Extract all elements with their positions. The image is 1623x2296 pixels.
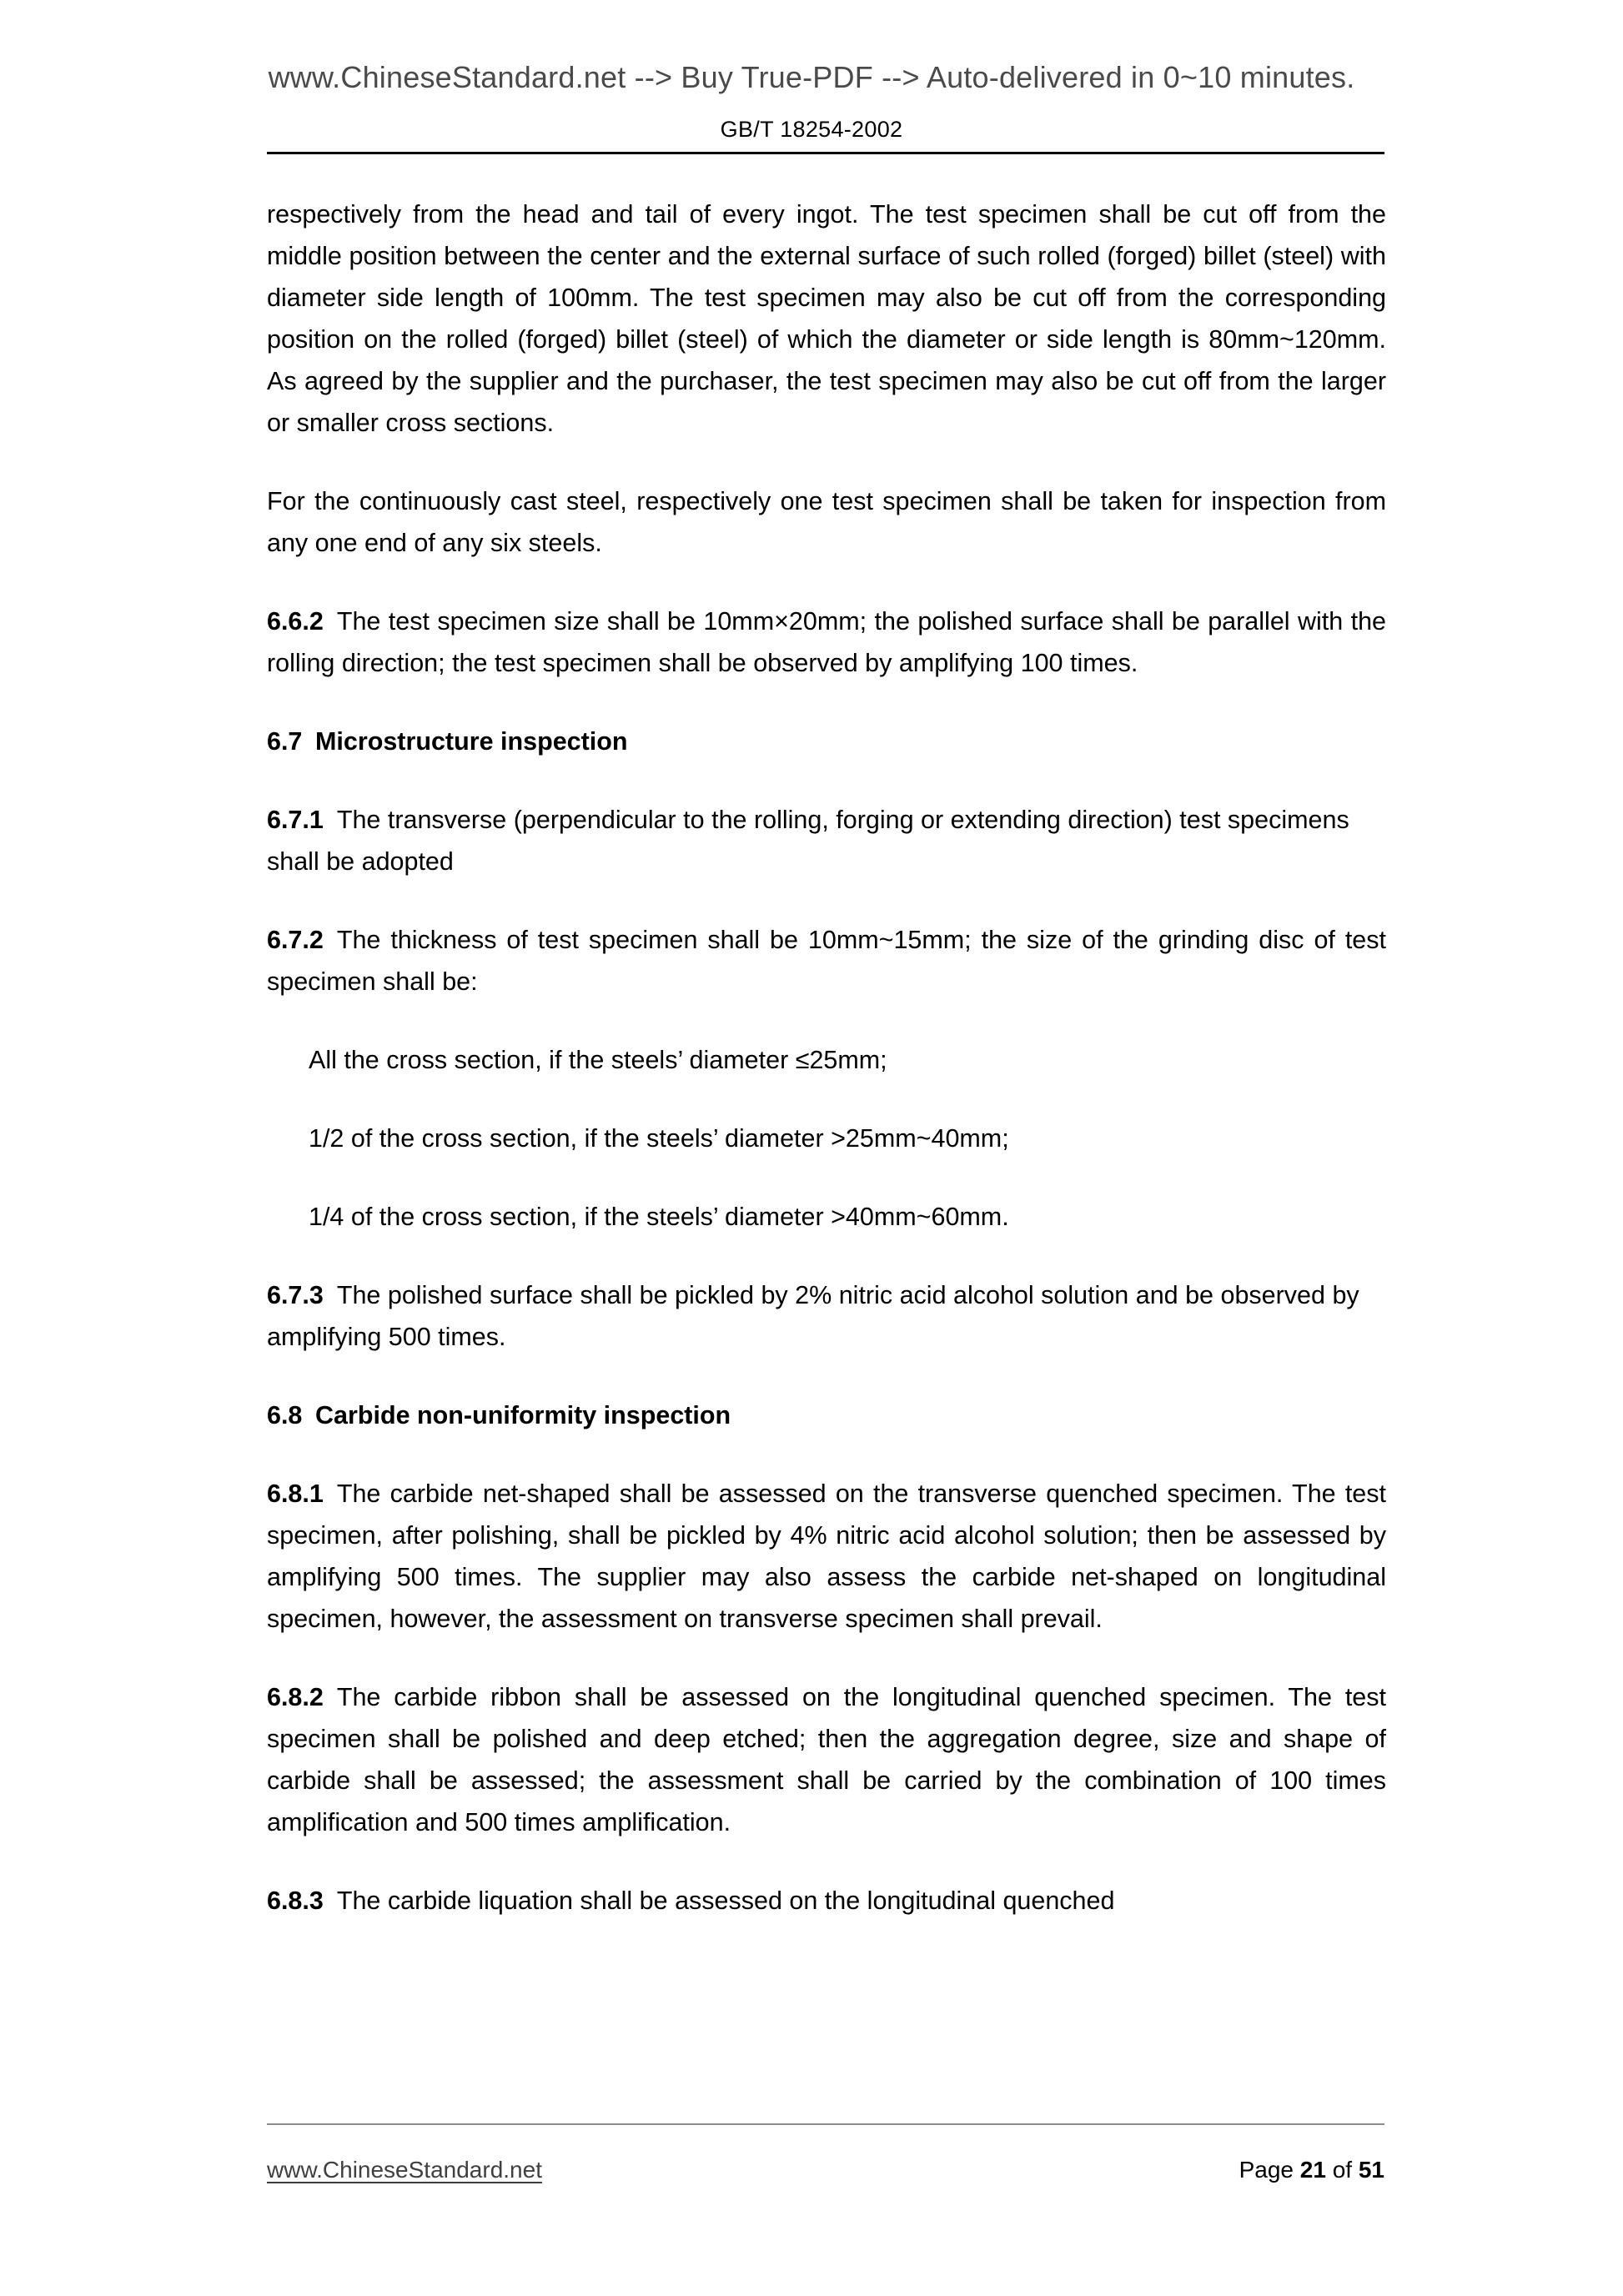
clause-number-6-6-2: 6.6.2	[267, 607, 324, 636]
clause-6-8-2	[267, 1676, 1386, 1843]
clause-6-7-1	[267, 799, 1386, 882]
clause-text-6-8-2: The carbide ribbon shall be assessed on the longitudinal quenched specimen. The test specimen shall be polished and deep etched; then the aggregation degree, size and shape of carbide shall be assessed; the assessment shall be carried by the combination of 100 times amplification and 500 times amplification.	[267, 1683, 1386, 1836]
heading-title-6-7: Microstructure inspection	[315, 727, 628, 756]
clause-number-6-7-2: 6.7.2	[267, 926, 324, 954]
footer-site-link[interactable]: www.ChineseStandard.net	[267, 2157, 542, 2183]
clause-6-8-3	[267, 1880, 1386, 1922]
heading-6-7	[267, 721, 1386, 762]
clause-text-6-8-1: The carbide net-shaped shall be assessed on the transverse quenched specimen. The test specimen, after polishing, shall be pickled by 4% nitric acid alcohol solution; then be assessed by amplifying 500 times. The supplier may also assess the carbide net-shaped on longitudinal specimen, however, the assessment on transverse specimen shall prevail.	[267, 1480, 1386, 1633]
header-watermark: www.ChineseStandard.net --> Buy True-PDF --> Auto-delivered in 0~10 minutes.	[268, 60, 1355, 94]
clause-text-6-7-3: The polished surface shall be pickled by 2% nitric acid alcohol solution and be observed by amplifying 500 times.	[267, 1281, 1359, 1351]
heading-number-6-7: 6.7	[267, 727, 303, 756]
list-item: 1/2 of the cross section, if the steels’ diameter >25mm~40mm;	[309, 1124, 1009, 1153]
clause-number-6-7-1: 6.7.1	[267, 806, 324, 834]
page-number-indicator	[1239, 2157, 1384, 2183]
heading-number-6-8: 6.8	[267, 1401, 303, 1429]
heading-6-8	[267, 1394, 1386, 1436]
paragraph-continuously-cast-steel: For the continuously cast steel, respectively one test specimen shall be taken for inspection from any one end of any six steels.	[267, 487, 1386, 557]
list-item: All the cross section, if the steels’ diameter ≤25mm;	[309, 1046, 887, 1074]
clause-text-6-8-3: The carbide liquation shall be assessed on the longitudinal quenched	[336, 1887, 1115, 1915]
document-body	[267, 193, 1386, 1922]
current-page-number: 21	[1299, 2157, 1326, 2183]
page-footer	[267, 2157, 1384, 2183]
clause-6-7-3	[267, 1274, 1386, 1358]
clause-6-6-2	[267, 600, 1386, 684]
clause-text-6-7-1: The transverse (perpendicular to the rolling, forging or extending direction) test specimens shall be adopted	[267, 806, 1349, 876]
clause-text-6-6-2: The test specimen size shall be 10mm×20mm; the polished surface shall be parallel with the rolling direction; the test specimen shall be observed by amplifying 100 times.	[267, 607, 1386, 677]
page-label: Page	[1239, 2157, 1294, 2183]
clause-6-7-2	[267, 919, 1386, 1002]
heading-title-6-8: Carbide non-uniformity inspection	[315, 1401, 731, 1429]
paragraph-continued: respectively from the head and tail of every ingot. The test specimen shall be cut off from the middle position between the center and the external surface of such rolled (forged) billet (steel) with diameter side length of 100mm. The test specimen may also be cut off from the corresponding position on the rolled (forged) billet (steel) of which the diameter or side length is 80mm~120mm. As agreed by the supplier and the purchaser, the test specimen may also be cut off from the larger or smaller cross sections.	[267, 200, 1386, 437]
clause-number-6-8-2: 6.8.2	[267, 1683, 324, 1711]
clause-number-6-8-1: 6.8.1	[267, 1480, 324, 1508]
total-page-count: 51	[1358, 2157, 1384, 2183]
footer-divider	[267, 2123, 1384, 2125]
document-number: GB/T 18254-2002	[720, 117, 903, 142]
of-label: of	[1332, 2157, 1353, 2183]
clause-number-6-8-3: 6.8.3	[267, 1887, 324, 1915]
list-item: 1/4 of the cross section, if the steels’ diameter >40mm~60mm.	[309, 1203, 1009, 1231]
clause-number-6-7-3: 6.7.3	[267, 1281, 324, 1309]
clause-text-6-7-2: The thickness of test specimen shall be 10mm~15mm; the size of the grinding disc of test specimen shall be:	[267, 926, 1386, 996]
header-divider	[267, 152, 1384, 154]
clause-6-8-1	[267, 1473, 1386, 1640]
